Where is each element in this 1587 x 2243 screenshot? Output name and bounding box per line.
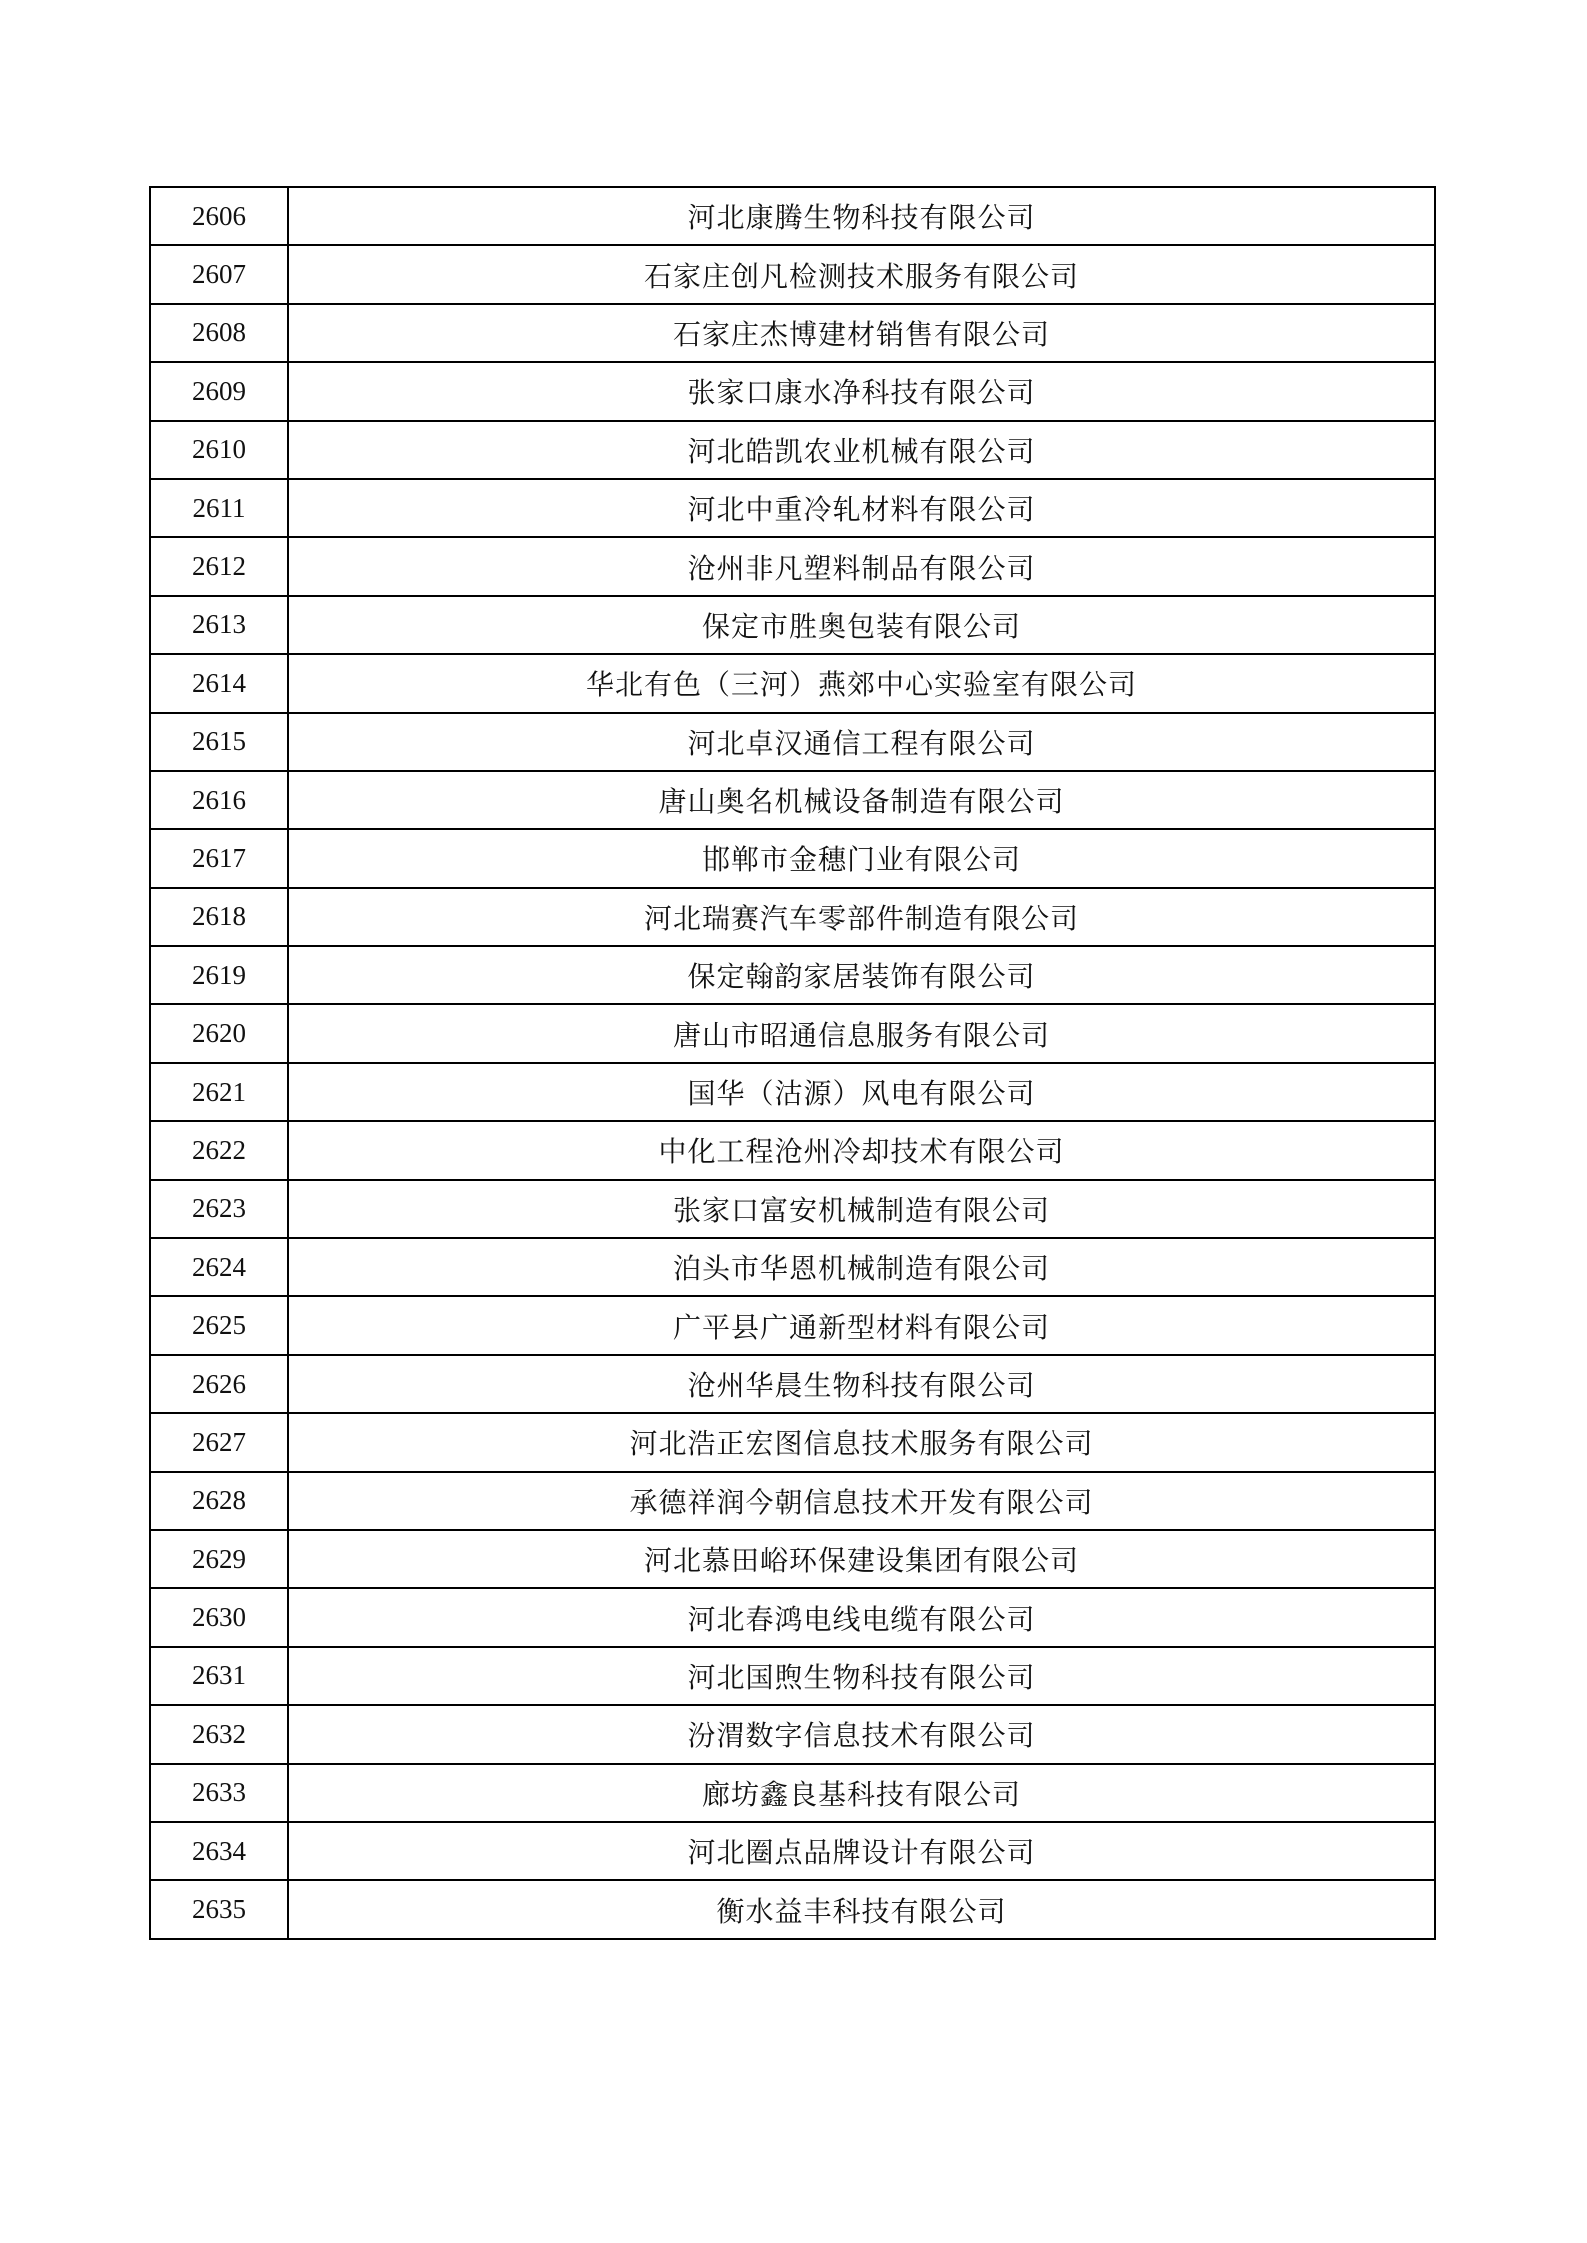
row-number-cell: 2608 bbox=[150, 304, 288, 362]
table-row bbox=[150, 187, 1435, 245]
row-number-cell: 2634 bbox=[150, 1822, 288, 1880]
table-row bbox=[150, 596, 1435, 654]
table-row bbox=[150, 1705, 1435, 1763]
table-row bbox=[150, 362, 1435, 420]
table-row bbox=[150, 829, 1435, 887]
row-number-cell: 2622 bbox=[150, 1121, 288, 1179]
row-number-cell: 2611 bbox=[150, 479, 288, 537]
company-name-cell: 泊头市华恩机械制造有限公司 bbox=[288, 1238, 1435, 1296]
table-row bbox=[150, 1647, 1435, 1705]
table-body bbox=[150, 187, 1435, 1939]
table-row bbox=[150, 1822, 1435, 1880]
company-name-cell: 河北瑞赛汽车零部件制造有限公司 bbox=[288, 888, 1435, 946]
table-row bbox=[150, 1764, 1435, 1822]
row-number-cell: 2629 bbox=[150, 1530, 288, 1588]
row-number-cell: 2610 bbox=[150, 421, 288, 479]
row-number-cell: 2606 bbox=[150, 187, 288, 245]
table-row bbox=[150, 1413, 1435, 1471]
company-name-cell: 汾渭数字信息技术有限公司 bbox=[288, 1705, 1435, 1763]
row-number-cell: 2624 bbox=[150, 1238, 288, 1296]
company-name-cell: 保定市胜奥包装有限公司 bbox=[288, 596, 1435, 654]
company-name-cell: 邯郸市金穗门业有限公司 bbox=[288, 829, 1435, 887]
row-number-cell: 2613 bbox=[150, 596, 288, 654]
company-name-cell: 河北慕田峪环保建设集团有限公司 bbox=[288, 1530, 1435, 1588]
company-name-cell: 广平县广通新型材料有限公司 bbox=[288, 1296, 1435, 1354]
table-row bbox=[150, 1880, 1435, 1938]
company-name-cell: 河北康腾生物科技有限公司 bbox=[288, 187, 1435, 245]
company-name-cell: 中化工程沧州冷却技术有限公司 bbox=[288, 1121, 1435, 1179]
table-row bbox=[150, 1355, 1435, 1413]
row-number-cell: 2609 bbox=[150, 362, 288, 420]
row-number-cell: 2633 bbox=[150, 1764, 288, 1822]
table-row bbox=[150, 1472, 1435, 1530]
table-row bbox=[150, 1296, 1435, 1354]
table-row bbox=[150, 245, 1435, 303]
company-name-cell: 承德祥润今朝信息技术开发有限公司 bbox=[288, 1472, 1435, 1530]
company-name-cell: 河北皓凯农业机械有限公司 bbox=[288, 421, 1435, 479]
table-row bbox=[150, 946, 1435, 1004]
row-number-cell: 2632 bbox=[150, 1705, 288, 1763]
table-row bbox=[150, 304, 1435, 362]
company-name-cell: 石家庄杰博建材销售有限公司 bbox=[288, 304, 1435, 362]
company-name-cell: 张家口富安机械制造有限公司 bbox=[288, 1180, 1435, 1238]
table-row bbox=[150, 1530, 1435, 1588]
company-name-cell: 河北圈点品牌设计有限公司 bbox=[288, 1822, 1435, 1880]
row-number-cell: 2607 bbox=[150, 245, 288, 303]
company-name-cell: 河北浩正宏图信息技术服务有限公司 bbox=[288, 1413, 1435, 1471]
company-list-table bbox=[149, 186, 1436, 1940]
company-name-cell: 国华（沽源）风电有限公司 bbox=[288, 1063, 1435, 1121]
row-number-cell: 2617 bbox=[150, 829, 288, 887]
table-row bbox=[150, 421, 1435, 479]
table-row bbox=[150, 1063, 1435, 1121]
company-name-cell: 沧州非凡塑料制品有限公司 bbox=[288, 537, 1435, 595]
company-name-cell: 唐山市昭通信息服务有限公司 bbox=[288, 1004, 1435, 1062]
company-name-cell: 河北春鸿电线电缆有限公司 bbox=[288, 1588, 1435, 1646]
row-number-cell: 2630 bbox=[150, 1588, 288, 1646]
row-number-cell: 2614 bbox=[150, 654, 288, 712]
row-number-cell: 2627 bbox=[150, 1413, 288, 1471]
table-row bbox=[150, 479, 1435, 537]
company-name-cell: 河北国煦生物科技有限公司 bbox=[288, 1647, 1435, 1705]
company-name-cell: 唐山奥名机械设备制造有限公司 bbox=[288, 771, 1435, 829]
company-name-cell: 河北卓汉通信工程有限公司 bbox=[288, 713, 1435, 771]
table-row bbox=[150, 1004, 1435, 1062]
company-name-cell: 衡水益丰科技有限公司 bbox=[288, 1880, 1435, 1938]
row-number-cell: 2618 bbox=[150, 888, 288, 946]
table-row bbox=[150, 1121, 1435, 1179]
company-name-cell: 廊坊鑫良基科技有限公司 bbox=[288, 1764, 1435, 1822]
company-name-cell: 保定翰韵家居装饰有限公司 bbox=[288, 946, 1435, 1004]
company-name-cell: 河北中重冷轧材料有限公司 bbox=[288, 479, 1435, 537]
company-name-cell: 华北有色（三河）燕郊中心实验室有限公司 bbox=[288, 654, 1435, 712]
table-row bbox=[150, 1588, 1435, 1646]
row-number-cell: 2620 bbox=[150, 1004, 288, 1062]
row-number-cell: 2625 bbox=[150, 1296, 288, 1354]
company-name-cell: 张家口康水净科技有限公司 bbox=[288, 362, 1435, 420]
row-number-cell: 2616 bbox=[150, 771, 288, 829]
company-name-cell: 沧州华晨生物科技有限公司 bbox=[288, 1355, 1435, 1413]
row-number-cell: 2628 bbox=[150, 1472, 288, 1530]
row-number-cell: 2615 bbox=[150, 713, 288, 771]
company-name-cell: 石家庄创凡检测技术服务有限公司 bbox=[288, 245, 1435, 303]
row-number-cell: 2635 bbox=[150, 1880, 288, 1938]
row-number-cell: 2623 bbox=[150, 1180, 288, 1238]
table-row bbox=[150, 713, 1435, 771]
table-row bbox=[150, 771, 1435, 829]
table-row bbox=[150, 1180, 1435, 1238]
row-number-cell: 2612 bbox=[150, 537, 288, 595]
row-number-cell: 2626 bbox=[150, 1355, 288, 1413]
row-number-cell: 2621 bbox=[150, 1063, 288, 1121]
table-row bbox=[150, 1238, 1435, 1296]
table-row bbox=[150, 654, 1435, 712]
table-row bbox=[150, 537, 1435, 595]
table-row bbox=[150, 888, 1435, 946]
row-number-cell: 2631 bbox=[150, 1647, 288, 1705]
row-number-cell: 2619 bbox=[150, 946, 288, 1004]
